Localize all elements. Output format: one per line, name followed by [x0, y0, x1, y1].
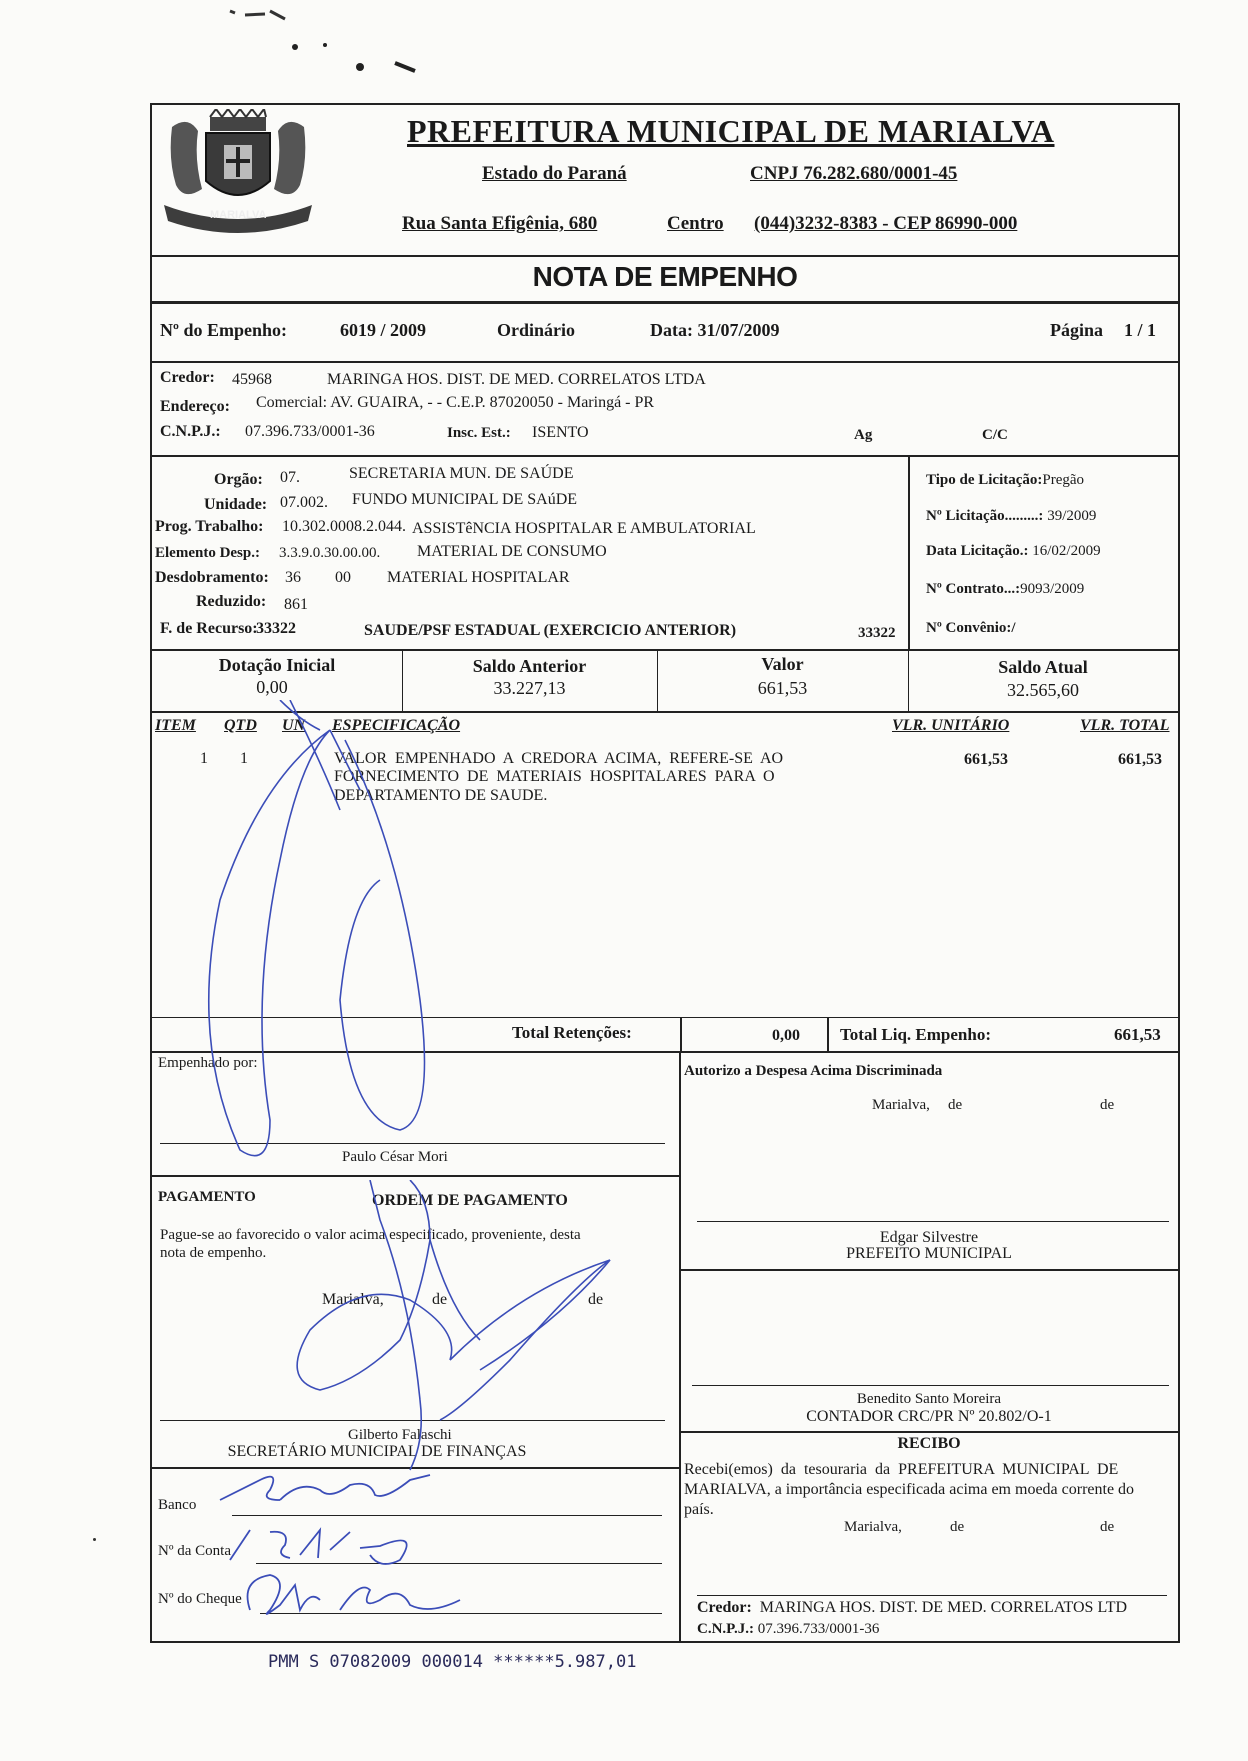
- orgao-label: Orgão:: [214, 471, 263, 488]
- page-value: 1 / 1: [1124, 320, 1157, 340]
- ie-label: Insc. Est.:: [447, 425, 511, 441]
- divider: [152, 1467, 679, 1469]
- licitacao-date-row: [926, 543, 1101, 560]
- desdobramento-label: Desdobramento:: [155, 569, 269, 586]
- item-vlr-unitario: 661,53: [964, 751, 1008, 768]
- reduzido-label: Reduzido:: [196, 593, 267, 610]
- empenhado-por-label: Empenhado por:: [158, 1055, 258, 1071]
- licitacao-number-row: [926, 508, 1096, 525]
- divider: [679, 1431, 1178, 1433]
- item-vlr-total: 661,53: [1118, 751, 1162, 768]
- licitacao-type-label-text: Tipo de Licitação:: [926, 472, 1043, 488]
- document-title: NOTA DE EMPENHO: [532, 261, 798, 292]
- empenhado-por-name: Paulo César Mori: [342, 1149, 448, 1165]
- phone-cep: (044)3232-8383 - CEP 86990-000: [754, 213, 1018, 234]
- prefeito-role: PREFEITO MUNICIPAL: [846, 1245, 1012, 1262]
- divider: [152, 1051, 1178, 1053]
- divider: [152, 361, 1178, 363]
- item-qtd: 1: [240, 750, 248, 767]
- recibo-cnpj-row: [697, 1621, 879, 1638]
- signature-line: [697, 1595, 1167, 1596]
- conta-label: Nº da Conta: [158, 1543, 231, 1559]
- autorizo-city: Marialva,: [872, 1097, 930, 1113]
- recibo-credor-row: [697, 1599, 1127, 1617]
- municipality-title: PREFEITURA MUNICIPAL DE MARIALVA: [407, 113, 1055, 149]
- recibo-credor-label: Credor:: [697, 1599, 752, 1616]
- col-un: UN: [282, 717, 306, 734]
- recibo-text-2: MARIALVA, a importância especificada acima em moeda corrente do: [684, 1481, 1135, 1498]
- elemento-code: 3.3.9.0.30.00.00.: [279, 545, 381, 561]
- licitacao-date: 16/02/2009: [1032, 543, 1101, 559]
- processing-stamp: PMM S 07082009 000014 ******5.987,01: [268, 1652, 637, 1672]
- col-vlr-unitario: VLR. UNITÁRIO: [892, 717, 1010, 734]
- elemento-name: MATERIAL DE CONSUMO: [417, 543, 607, 560]
- convenio-label: Nº Convênio:/: [926, 620, 1016, 636]
- recibo-text-3: país.: [684, 1501, 714, 1518]
- saldo-atual-value: 32.565,60: [1007, 680, 1079, 700]
- liq-empenho-label: Total Liq. Empenho:: [840, 1025, 991, 1044]
- recibo-cnpj-label: C.N.P.J.:: [697, 1621, 754, 1637]
- recibo-cnpj: 07.396.733/0001-36: [757, 1621, 880, 1637]
- scan-dot: [93, 1538, 96, 1541]
- scan-marks: [225, 5, 465, 85]
- saldo-anterior-value: 33.227,13: [493, 678, 566, 698]
- signature-line: [160, 1143, 665, 1144]
- unidade-label: Unidade:: [204, 496, 268, 513]
- unidade-code: 07.002.: [280, 494, 328, 511]
- street-address: Rua Santa Efigênia, 680: [402, 213, 598, 234]
- pagamento-text-1: Pague-se ao favorecido o valor acima especificado, proveniente, desta: [160, 1227, 581, 1243]
- liq-empenho-value: 661,53: [1114, 1025, 1161, 1044]
- empenho-number: 6019 / 2009: [340, 320, 427, 340]
- municipality-cnpj: CNPJ 76.282.680/0001-45: [750, 163, 958, 184]
- item-spec-line-1: VALOR EMPENHADO A CREDORA ACIMA, REFERE-SE AO: [334, 750, 784, 767]
- cnpj-label: C.N.P.J.:: [160, 423, 221, 440]
- valor-label: Valor: [761, 654, 804, 674]
- item-spec-line-2: FORNECIMENTO DE MATERIAIS HOSPITALARES PARA O: [334, 768, 775, 785]
- contador-role: CONTADOR CRC/PR Nº 20.802/O-1: [806, 1408, 1052, 1425]
- banco-line: [232, 1515, 662, 1516]
- unidade-name: FUNDO MUNICIPAL DE SAúDE: [352, 491, 578, 508]
- saldo-atual-label: Saldo Atual: [998, 657, 1088, 677]
- signature-line: [692, 1385, 1169, 1386]
- city-crest: [158, 109, 318, 237]
- prog-name: ASSISTêNCIA HOSPITALAR E AMBULATORIAL: [412, 520, 756, 537]
- recibo-text-1: Recebi(emos) da tesouraria da PREFEITURA MUNICIPAL DE: [684, 1461, 1119, 1478]
- signature-line: [160, 1420, 665, 1421]
- col-qtd: QTD: [224, 717, 257, 734]
- licitacao-number: 39/2009: [1047, 508, 1097, 524]
- financas-signer-role: SECRETÁRIO MUNICIPAL DE FINANÇAS: [227, 1443, 527, 1460]
- crest-banner-text: MARIALVA: [210, 209, 267, 221]
- vertical-divider: [679, 1051, 681, 1643]
- contrato-number: 9093/2009: [1020, 581, 1085, 597]
- contrato-row: [926, 581, 1084, 598]
- valor-value: 661,53: [757, 678, 808, 698]
- dotacao-value: 0,00: [256, 677, 288, 697]
- prog-label: Prog. Trabalho:: [155, 518, 264, 535]
- contrato-label: Nº Contrato...:: [926, 581, 1021, 597]
- licitacao-date-label: Data Licitação.:: [926, 543, 1029, 559]
- empenho-type: Ordinário: [497, 320, 576, 340]
- reduzido-code: 861: [284, 596, 308, 613]
- desdobramento-sub: 00: [335, 569, 351, 586]
- licitacao-type: Pregão: [1042, 472, 1085, 488]
- vertical-divider: [827, 1017, 829, 1053]
- autorizo-label: Autorizo a Despesa Acima Discriminada: [684, 1063, 943, 1079]
- prefeito-name: Edgar Silvestre: [879, 1229, 979, 1246]
- orgao-name: SECRETARIA MUN. DE SAÚDE: [349, 465, 574, 482]
- pagamento-de-2: de: [588, 1291, 604, 1308]
- account-label: C/C: [982, 427, 1008, 443]
- prog-code: 10.302.0008.2.044.: [282, 518, 406, 535]
- signature-line: [697, 1221, 1169, 1222]
- address-label: Endereço:: [160, 398, 230, 415]
- credor-ie: ISENTO: [532, 424, 589, 441]
- autorizo-de-2: de: [1100, 1097, 1115, 1113]
- ordem-pagamento-label: ORDEM DE PAGAMENTO: [372, 1192, 568, 1209]
- dotacao-label: Dotação Inicial: [218, 655, 336, 675]
- cheque-label: Nº do Cheque: [158, 1591, 242, 1607]
- banco-label: Banco: [158, 1497, 197, 1513]
- recibo-de-2: de: [1100, 1519, 1115, 1535]
- recibo-de-1: de: [950, 1519, 965, 1535]
- divider: [152, 1175, 679, 1177]
- elemento-label: Elemento Desp.:: [155, 545, 260, 561]
- pagamento-city: Marialva,: [322, 1291, 384, 1308]
- financas-signer-name: Gilberto Falaschi: [348, 1427, 452, 1443]
- credor-address: Comercial: AV. GUAIRA, - - C.E.P. 87020050 - Maringá - PR: [256, 394, 655, 411]
- recurso-code: 33322: [256, 620, 296, 637]
- divider: [152, 711, 1178, 713]
- nota-de-empenho-form: [150, 103, 1180, 1643]
- col-item: ITEM: [155, 717, 196, 734]
- recurso-code-2: 33322: [858, 625, 896, 641]
- pagamento-text-2: nota de empenho.: [160, 1245, 267, 1261]
- retencoes-label: Total Retenções:: [512, 1023, 632, 1042]
- item-number: 1: [200, 750, 208, 767]
- contador-name: Benedito Santo Moreira: [856, 1391, 1002, 1407]
- retencoes-value: 0,00: [772, 1027, 800, 1044]
- vertical-divider: [680, 1017, 682, 1053]
- recurso-name: SAUDE/PSF ESTADUAL (EXERCICIO ANTERIOR): [364, 622, 737, 639]
- recibo-label: RECIBO: [897, 1435, 961, 1452]
- district: Centro: [667, 213, 724, 234]
- recurso-label: F. de Recurso:: [160, 620, 258, 637]
- scan-speck-icon: [225, 5, 465, 85]
- vertical-divider: [908, 455, 910, 649]
- recibo-credor-name: MARINGA HOS. DIST. DE MED. CORRELATOS LTD: [759, 1599, 1128, 1616]
- desdobramento-code: 36: [285, 569, 301, 586]
- divider: [152, 1017, 1178, 1018]
- credor-code: 45968: [232, 371, 272, 388]
- autorizo-de-1: de: [948, 1097, 963, 1113]
- divider: [152, 301, 1178, 304]
- agency-label: Ag: [854, 427, 873, 443]
- desdobramento-name: MATERIAL HOSPITALAR: [387, 569, 570, 586]
- item-spec-line-3: DEPARTAMENTO DE SAUDE.: [334, 787, 548, 804]
- divider: [152, 649, 1178, 651]
- licitacao-type-label: [926, 472, 1084, 489]
- cheque-line: [260, 1613, 662, 1614]
- col-especificacao: ESPECIFICAÇÃO: [332, 717, 461, 734]
- divider: [679, 1269, 1178, 1271]
- divider: [152, 455, 1178, 457]
- divider: [152, 255, 1178, 257]
- page-label: Página: [1050, 320, 1104, 340]
- orgao-code: 07.: [280, 469, 300, 486]
- credor-cnpj: 07.396.733/0001-36: [245, 423, 375, 440]
- empenho-number-label: Nº do Empenho:: [160, 320, 287, 340]
- saldo-anterior-label: Saldo Anterior: [472, 656, 587, 676]
- licitacao-number-label: Nº Licitação.........:: [926, 508, 1044, 524]
- credor-label: Credor:: [160, 369, 215, 386]
- state-name: Estado do Paraná: [482, 163, 627, 184]
- recibo-city: Marialva,: [844, 1519, 902, 1535]
- col-vlr-total: VLR. TOTAL: [1080, 717, 1170, 734]
- pagamento-de-1: de: [432, 1291, 448, 1308]
- conta-line: [256, 1563, 662, 1564]
- credor-name: MARINGA HOS. DIST. DE MED. CORRELATOS LTDA: [327, 371, 706, 388]
- pagamento-label: PAGAMENTO: [158, 1189, 256, 1205]
- empenho-date: Data: 31/07/2009: [650, 320, 780, 340]
